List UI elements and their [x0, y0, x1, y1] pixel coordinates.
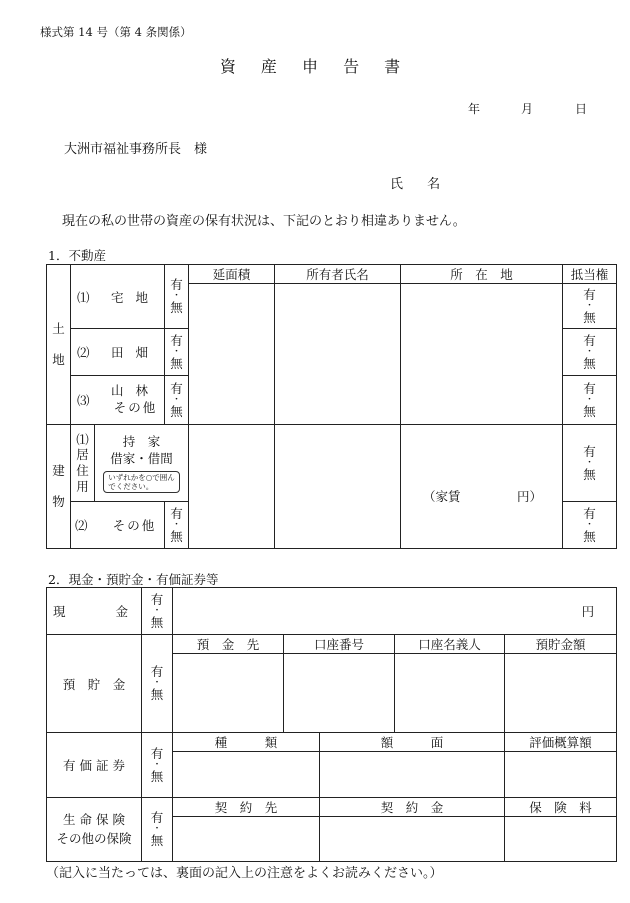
- header-account-holder: 口座名義人: [395, 635, 505, 654]
- header-owner-name: 所有者氏名: [275, 265, 401, 284]
- page-title: 資 産 申 告 書: [219, 57, 411, 76]
- date-year-label: 年: [468, 102, 481, 116]
- header-premium: 保 険 料: [505, 798, 617, 817]
- savings-yes-no[interactable]: 有 ・ 無: [142, 635, 173, 733]
- option-owned-house[interactable]: 持 家: [122, 433, 161, 449]
- cash-label: 現 金: [47, 588, 142, 635]
- building-residence-label: ⑴ 居 住 用: [71, 425, 95, 502]
- land-item-farmland: ⑵ 田畑: [71, 329, 165, 376]
- land-residential-yes-no[interactable]: 有 ・ 無: [165, 265, 189, 329]
- savings-label: 預 貯 金: [47, 635, 142, 733]
- land-farmland-yes-no[interactable]: 有 ・ 無: [165, 329, 189, 376]
- header-mortgage: 抵当権: [563, 265, 617, 284]
- declaration-statement: 現在の私の世帯の資産の保有状況は、下記のとおり相違ありません。: [62, 214, 466, 229]
- land-forest-mortgage-yes-no[interactable]: 有 ・ 無: [563, 376, 617, 425]
- building-label: 建 物: [47, 425, 71, 549]
- footer-note: （記入に当たっては、裏面の記入上の注意をよくお読みください。）: [46, 866, 443, 881]
- savings-amount-field[interactable]: [505, 654, 617, 733]
- date-month-label: 月: [521, 102, 534, 116]
- securities-yes-no[interactable]: 有 ・ 無: [142, 733, 173, 798]
- estimated-value-field[interactable]: [505, 752, 617, 798]
- account-holder-field[interactable]: [395, 654, 505, 733]
- circle-instruction: いずれかを○で囲ん でください。: [103, 471, 180, 493]
- building-floor-area-field[interactable]: [189, 425, 275, 549]
- building-location-field[interactable]: [401, 425, 563, 549]
- header-insurer: 契 約 先: [173, 798, 320, 817]
- building-other-mortgage-yes-no[interactable]: 有 ・ 無: [563, 502, 617, 549]
- header-location: 所 在 地: [401, 265, 563, 284]
- rent-unit: 円）: [517, 488, 543, 504]
- building-owner-field[interactable]: [275, 425, 401, 549]
- security-type-field[interactable]: [173, 752, 320, 798]
- building-residence-mortgage-yes-no[interactable]: 有 ・ 無: [563, 425, 617, 502]
- building-residence-options[interactable]: [95, 425, 189, 502]
- land-item-forest-other: ⑶ 山林 その他: [71, 376, 165, 425]
- land-location-field[interactable]: [401, 284, 563, 425]
- land-item-residential: ⑴ 宅地: [71, 265, 165, 329]
- bank-field[interactable]: [173, 654, 284, 733]
- securities-label: 有 価 証 券: [47, 733, 142, 798]
- building-other-label: ⑵ その他: [71, 502, 165, 549]
- applicant-name-label: 氏 名: [390, 177, 451, 192]
- land-floor-area-field[interactable]: [189, 284, 275, 425]
- header-security-type: 種 類: [173, 733, 320, 752]
- rent-label: （家賃: [423, 488, 461, 504]
- form-number: 様式第 14 号（第 4 条関係）: [40, 25, 192, 39]
- header-face-value: 額 面: [320, 733, 505, 752]
- premium-field[interactable]: [505, 817, 617, 862]
- option-rented-house[interactable]: 借家・借間: [110, 451, 173, 467]
- contract-amount-field[interactable]: [320, 817, 505, 862]
- face-value-field[interactable]: [320, 752, 505, 798]
- land-label: 土 地: [47, 265, 71, 425]
- insurance-label: 生 命 保 険 その他の保険: [47, 798, 142, 862]
- header-bank: 預 金 先: [173, 635, 284, 654]
- account-number-field[interactable]: [284, 654, 395, 733]
- cash-amount-field[interactable]: [173, 588, 617, 635]
- header-savings-amount: 預貯金額: [505, 635, 617, 654]
- insurance-yes-no[interactable]: 有 ・ 無: [142, 798, 173, 862]
- date-day-label: 日: [575, 102, 588, 116]
- header-account-number: 口座番号: [284, 635, 395, 654]
- header-floor-area: 延面積: [189, 265, 275, 284]
- building-other-yes-no[interactable]: 有 ・ 無: [165, 502, 189, 549]
- land-owner-field[interactable]: [275, 284, 401, 425]
- header-estimated-value: 評価概算額: [505, 733, 617, 752]
- cash-unit: 円: [581, 604, 595, 619]
- cash-yes-no[interactable]: 有 ・ 無: [142, 588, 173, 635]
- addressee: 大洲市福祉事務所長 様: [64, 142, 208, 157]
- insurer-field[interactable]: [173, 817, 320, 862]
- section-real-estate-title: 1．不動産: [48, 248, 106, 263]
- real-estate-table: [46, 264, 617, 549]
- assets-table: [46, 587, 617, 862]
- land-forest-yes-no[interactable]: 有 ・ 無: [165, 376, 189, 425]
- land-farmland-mortgage-yes-no[interactable]: 有 ・ 無: [563, 329, 617, 376]
- section-assets-title: 2．現金・預貯金・有価証券等: [48, 572, 219, 587]
- land-residential-mortgage-yes-no[interactable]: 有 ・ 無: [563, 284, 617, 329]
- header-contract-amount: 契 約 金: [320, 798, 505, 817]
